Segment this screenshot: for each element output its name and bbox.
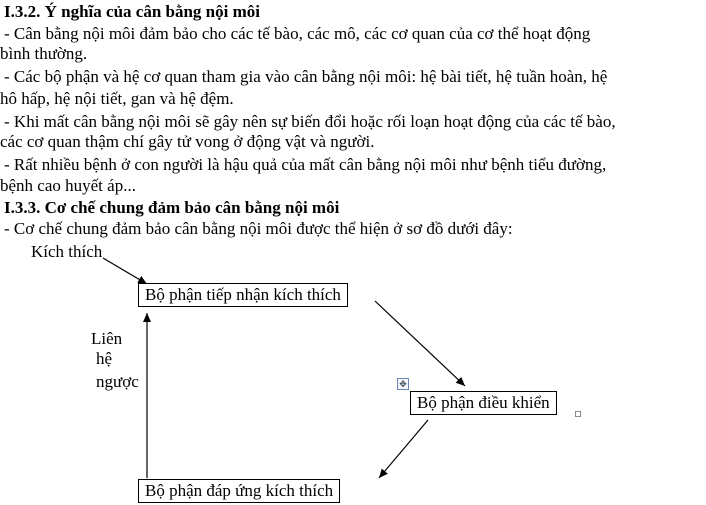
receptor-to-controller-arrow (375, 301, 465, 386)
stimulus-label: Kích thích (31, 242, 103, 261)
move-anchor-icon[interactable]: ✥ (397, 378, 409, 390)
stimulus-arrow (103, 258, 147, 284)
feedback-label-line-1: Liên (91, 329, 123, 348)
paragraph-line: bệnh cao huyết áp... (0, 176, 136, 195)
paragraph-line: các cơ quan thậm chí gây tử vong ở động vật và người. (0, 132, 375, 151)
paragraph-line: - Rất nhiều bệnh ở con người là hậu quả của mất cân bằng nội môi như bệnh tiểu đường, (4, 155, 607, 174)
paragraph-line: - Các bộ phận và hệ cơ quan tham gia vào cân bằng nội môi: hệ bài tiết, hệ tuần hoàn, hệ (4, 67, 608, 86)
section-heading-1: I.3.2. Ý nghĩa của cân bằng nội môi (4, 2, 260, 21)
controller-to-effector-arrow (379, 420, 428, 478)
receptor-box: Bộ phận tiếp nhận kích thích (138, 283, 348, 307)
paragraph-line: - Cân bằng nội môi đảm bảo cho các tế bào, các mô, các cơ quan của cơ thể hoạt động (4, 24, 591, 43)
paragraph-line: bình thường. (0, 44, 88, 63)
effector-box: Bộ phận đáp ứng kích thích (138, 479, 340, 503)
feedback-label-line-2: hệ (96, 349, 113, 368)
paragraph-line: hô hấp, hệ nội tiết, gan và hệ đệm. (0, 89, 234, 108)
controller-box: Bộ phận điều khiển (410, 391, 557, 415)
paragraph-line: - Khi mất cân bằng nội môi sẽ gây nên sự biến đổi hoặc rối loạn hoạt động của các tế bào, (4, 112, 616, 131)
feedback-label-line-3: ngược (96, 372, 139, 391)
resize-handle[interactable] (575, 411, 581, 417)
section-heading-2: I.3.3. Cơ chế chung đảm bảo cân bằng nội môi (4, 198, 340, 217)
diagram-intro: - Cơ chế chung đảm bảo cân bằng nội môi được thể hiện ở sơ đồ dưới đây: (4, 219, 513, 238)
